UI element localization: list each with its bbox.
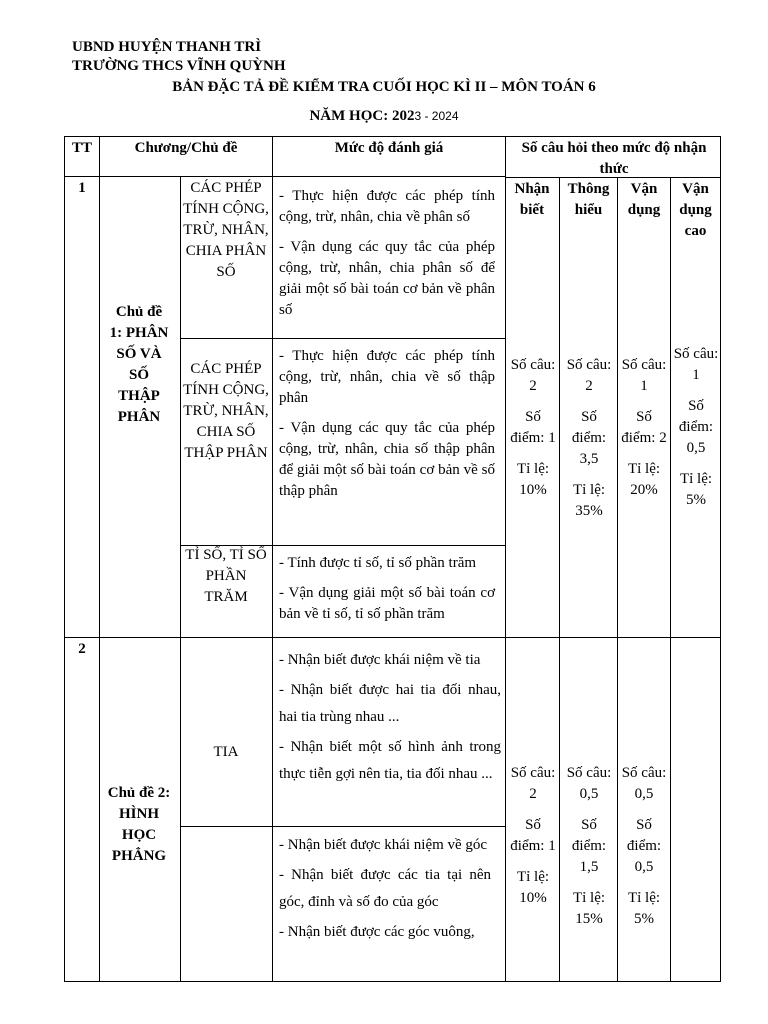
- level-header-nhan-biet: Nhận biết: [514, 181, 550, 218]
- criteria-item: - Vận dụng các quy tắc của phép cộng, trừ, nhân, chia số thập phân để giải một số bài toán cơ bản về số thập phân: [279, 420, 495, 499]
- criteria-item: - Nhận biết một số hình ảnh trong thực tiễn gợi nên tia, tia đối nhau ...: [279, 739, 501, 782]
- criteria-list: [279, 346, 495, 511]
- topic-name: Chủ đề 2: HÌNH HỌC PHẲNG: [107, 785, 171, 864]
- criteria-item: - Nhận biết được khái niệm về tia: [279, 652, 481, 668]
- stat-question-count: Số câu: 1: [673, 346, 719, 383]
- section-number: 1: [78, 180, 86, 196]
- level-header-van-dung: Vận dụng: [627, 181, 661, 218]
- stat-ratio: Tỉ lệ: 35%: [572, 482, 606, 519]
- stats-thong-hieu: [563, 355, 615, 532]
- school-year-tail: 3 - 2024: [414, 109, 459, 123]
- criteria-item: - Nhận biết được khái niệm về góc: [279, 837, 488, 853]
- stat-question-count: Số câu: 2: [510, 765, 556, 802]
- stat-ratio: Tỉ lệ: 20%: [627, 461, 661, 498]
- stats-van-dung-cao: [673, 344, 719, 521]
- stat-ratio: Tỉ lệ: 10%: [516, 461, 550, 498]
- stats-nhan-biet: [508, 355, 558, 511]
- stats-thong-hieu: [563, 763, 615, 940]
- stats-van-dung: [620, 763, 668, 940]
- header-chapter: Chương/Chủ đề: [134, 140, 238, 156]
- criteria-item: - Vận dụng các quy tắc của phép cộng, trừ, nhân, chia phân số để giải một số bài toán cơ bản về phân số: [279, 239, 495, 318]
- subtopic-name: TIA: [213, 744, 239, 760]
- subtopic-name: TỈ SỐ, TỈ SỐ PHẦN TRĂM: [185, 547, 267, 605]
- stat-points: Số điểm: 0,5: [678, 398, 714, 456]
- school-year: [0, 107, 768, 125]
- criteria-item: - Nhận biết được hai tia đối nhau, hai tia trùng nhau ...: [279, 682, 501, 725]
- stat-points: Số điểm: 1: [510, 817, 556, 854]
- stats-nhan-biet: [508, 763, 558, 919]
- stat-points: Số điểm: 0,5: [626, 817, 662, 875]
- criteria-item: - Vận dụng giải một số bài toán cơ bản về tỉ số, tỉ số phần trăm: [279, 585, 495, 622]
- criteria-item: - Nhận biết được các tia tại nên góc, đỉnh và số đo của góc: [279, 867, 491, 910]
- school-year-label: NĂM HỌC: 202: [309, 108, 415, 124]
- subtopic-name: CÁC PHÉP TÍNH CỘNG, TRỪ, NHÂN, CHIA PHÂN SỐ: [183, 180, 269, 280]
- stat-points: Số điểm: 1,5: [571, 817, 607, 875]
- stat-ratio: Tỉ lệ: 10%: [516, 869, 550, 906]
- level-header-van-dung-cao: Vận dụng cao: [679, 181, 712, 239]
- criteria-list: [279, 553, 495, 634]
- section-number: 2: [78, 641, 86, 657]
- criteria-list: [279, 186, 495, 330]
- stats-van-dung: [620, 355, 668, 511]
- subtopic-name: CÁC PHÉP TÍNH CỘNG, TRỪ, NHÂN, CHIA SỐ THẬP PHÂN: [183, 361, 269, 461]
- school-name: TRƯỜNG THCS VĨNH QUỲNH: [72, 58, 286, 74]
- stat-question-count: Số câu: 2: [566, 357, 612, 394]
- stat-points: Số điểm: 3,5: [571, 409, 607, 467]
- criteria-list: [279, 647, 501, 791]
- stat-question-count: Số câu: 0,5: [566, 765, 612, 802]
- criteria-item: - Thực hiện được các phép tính cộng, trừ, nhân, chia về phân số: [279, 188, 495, 225]
- stat-points: Số điểm: 2: [621, 409, 667, 446]
- header-question-count: Số câu hỏi theo mức độ nhận thức: [521, 140, 707, 177]
- header-level: Mức độ đánh giá: [334, 140, 444, 156]
- criteria-list: [279, 832, 491, 949]
- document-title: BẢN ĐẶC TẢ ĐỀ KIỂM TRA CUỐI HỌC KÌ II – MÔN TOÁN 6: [172, 79, 596, 95]
- organization-name: UBND HUYỆN THANH TRÌ: [72, 39, 262, 55]
- stat-question-count: Số câu: 0,5: [621, 765, 667, 802]
- topic-name: Chủ đề 1: PHÂN SỐ VÀ SỐ THẬP PHÂN: [109, 304, 169, 425]
- stat-question-count: Số câu: 2: [510, 357, 556, 394]
- criteria-item: - Thực hiện được các phép tính cộng, trừ, nhân, chia về số thập phân: [279, 348, 495, 406]
- stat-question-count: Số câu: 1: [621, 357, 667, 394]
- stat-ratio: Tỉ lệ: 5%: [679, 471, 713, 508]
- stat-points: Số điểm: 1: [510, 409, 556, 446]
- stat-ratio: Tỉ lệ: 5%: [627, 890, 661, 927]
- stat-ratio: Tỉ lệ: 15%: [572, 890, 606, 927]
- level-header-thong-hieu: Thông hiểu: [567, 181, 610, 218]
- criteria-item: - Tính được tỉ số, tỉ số phần trăm: [279, 555, 477, 571]
- criteria-item: - Nhận biết được các góc vuông,: [279, 924, 475, 940]
- header-tt: TT: [71, 140, 92, 156]
